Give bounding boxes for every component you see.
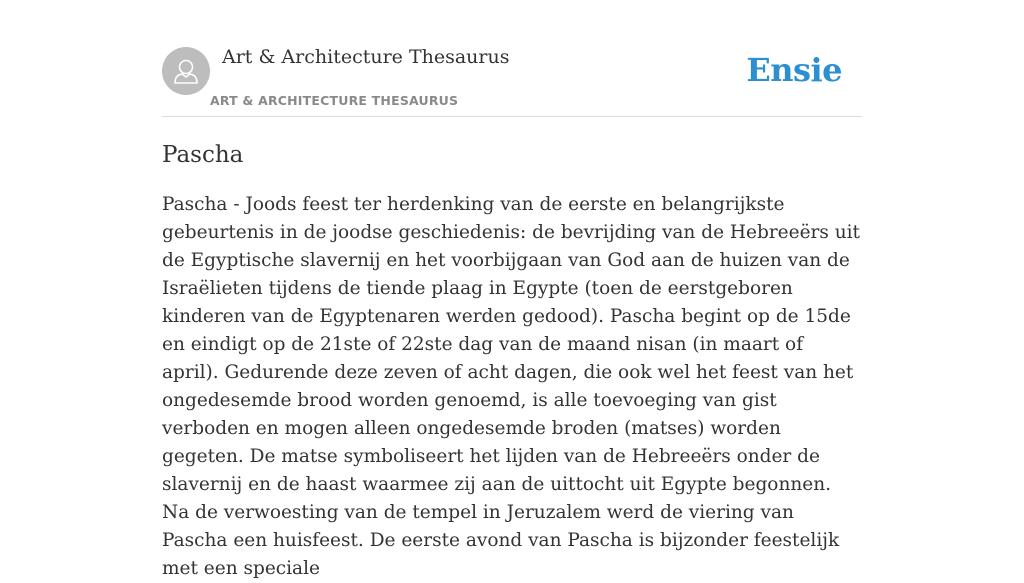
brand-logo[interactable]: Ensie: [746, 51, 842, 89]
source-title-link[interactable]: Art & Architecture Thesaurus: [222, 46, 510, 68]
source-subtitle: ART & ARCHITECTURE THESAURUS: [210, 93, 459, 108]
article: [162, 139, 862, 583]
article-title: Pascha: [162, 142, 244, 168]
article-body: Pascha - Joods feest ter herdenking van de eerste en belangrijkste gebeurtenis in de joodse geschiedenis: de bevrijding van de Hebreeërs uit de Egyptische slavernij en het voorbijgaan van God aan de huizen van de Israëlieten tijdens de tiende plaag in Egypte (toen de eerstgeboren kinderen van de Egyptenaren werden gedood). Pascha begint op de 15de en eindigt op de 21ste of 22ste dag van de maand nisan (in maart of april). Gedurende deze zeven of acht dagen, die ook wel het feest van het ongedesemde brood worden genoemd, is alle toevoeging van gist verboden en mogen alleen ongedesemde broden (matses) worden gegeten. De matse symboliseert het lijden van de Hebreeërs onder de slavernij en de haast waarmee zij aan de uittocht uit Egypte begonnen. Na de verwoesting van de tempel in Jeruzalem werd de viering van Pascha een huisfeest. De eerste avond van Pascha is bijzonder feestelijk met een speciale: [162, 194, 860, 579]
source-header: [162, 46, 862, 117]
user-avatar-icon[interactable]: [162, 47, 210, 95]
person-silhouette-icon: [162, 47, 210, 95]
